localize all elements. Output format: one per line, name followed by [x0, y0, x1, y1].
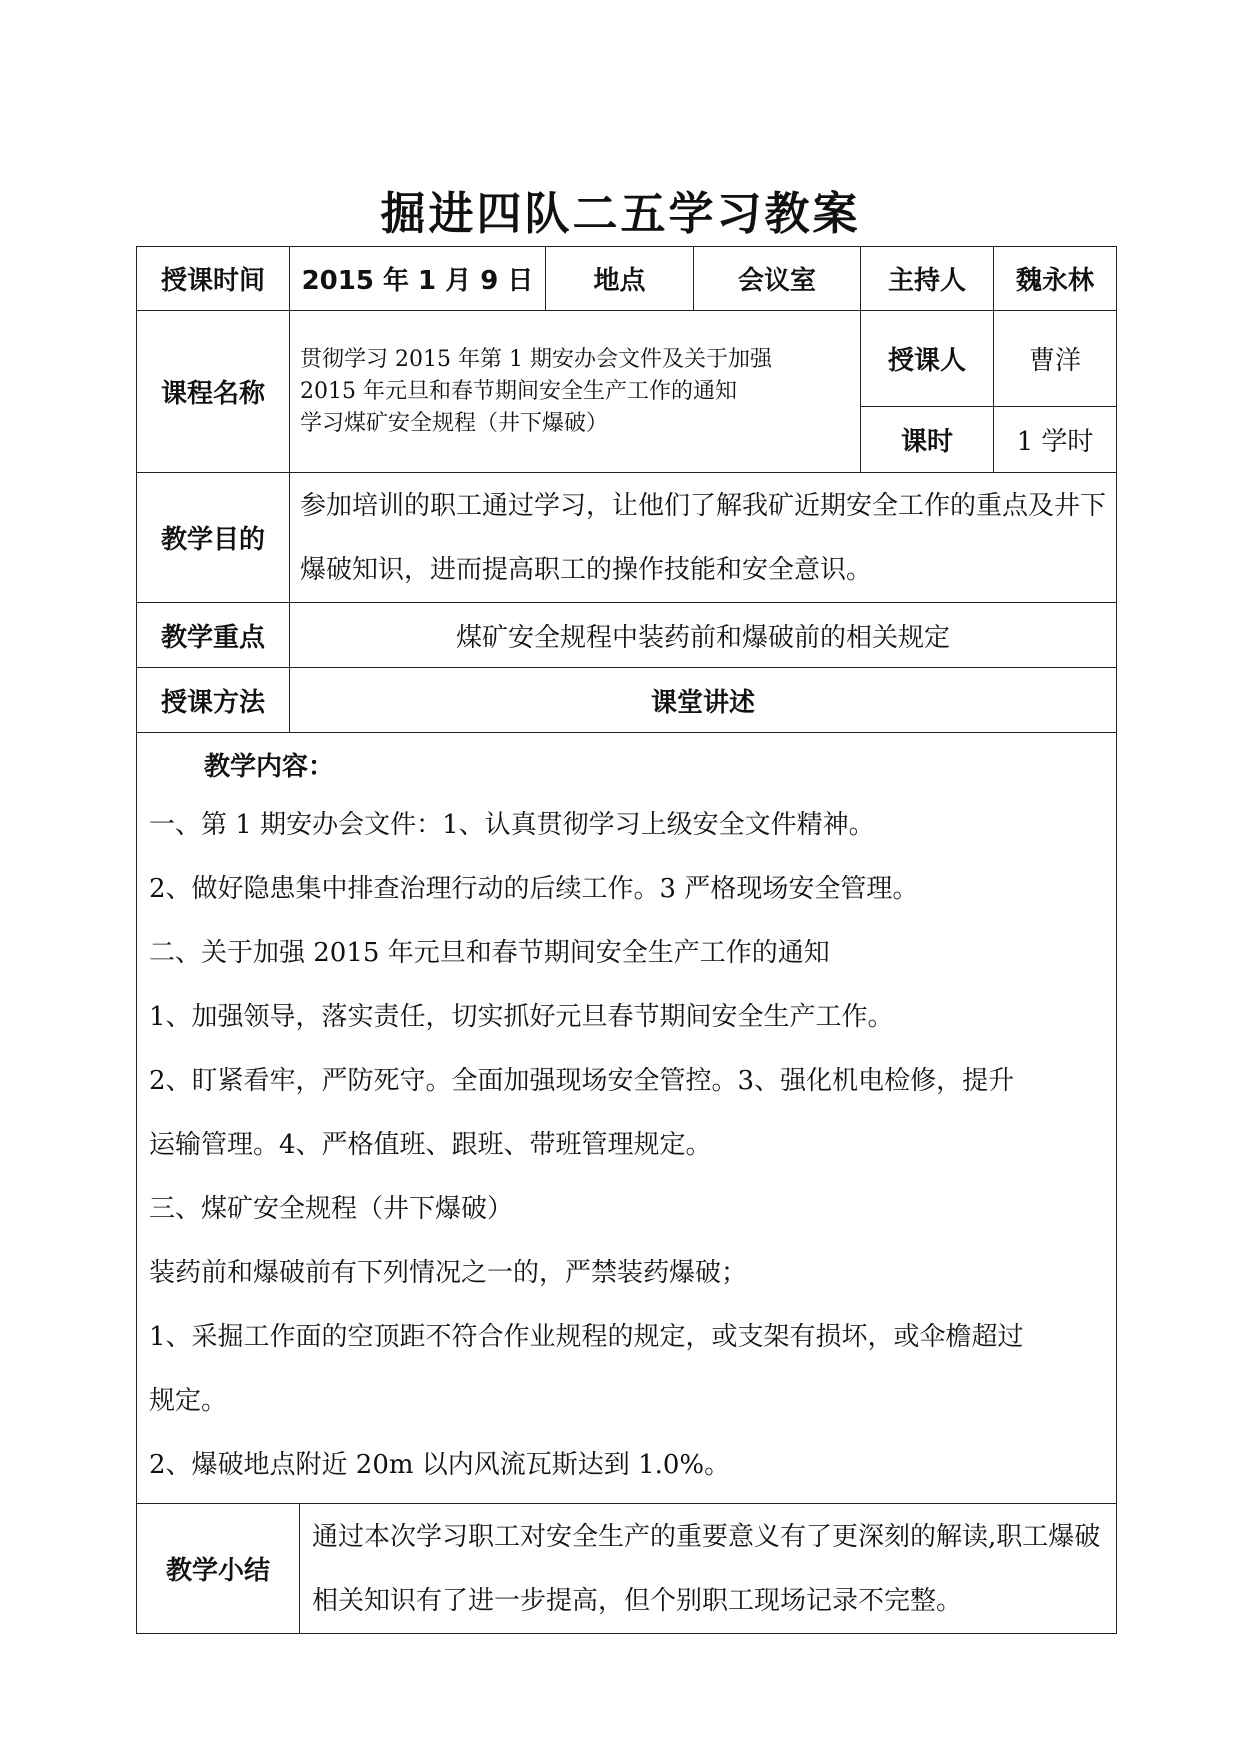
content-line: 规定。 [149, 1386, 228, 1416]
teaching-content-cell [137, 733, 1117, 1504]
lesson-plan-table [136, 246, 1117, 1634]
course-label: 课程名称 [137, 311, 290, 473]
course-name-cell [290, 311, 861, 473]
summary-row [137, 1504, 1117, 1634]
place-value: 会议室 [694, 247, 861, 311]
course-row [137, 311, 1117, 407]
content-line: 2、盯紧看牢，严防死守。全面加强现场安全管控。3、强化机电检修，提升 [149, 1066, 1015, 1096]
course-line: 2015 年元旦和春节期间安全生产工作的通知 [300, 378, 737, 404]
objective-text: 参加培训的职工通过学习，让他们了解我矿近期安全工作的重点及井下爆破知识，进而提高职工的操作技能和安全意识。 [290, 473, 1117, 603]
focus-label: 教学重点 [137, 603, 290, 668]
focus-row [137, 603, 1117, 668]
method-label: 授课方法 [137, 668, 290, 733]
content-line: 二、关于加强 2015 年元旦和春节期间安全生产工作的通知 [149, 938, 830, 968]
content-line: 装药前和爆破前有下列情况之一的，严禁装药爆破； [149, 1258, 748, 1288]
focus-text: 煤矿安全规程中装药前和爆破前的相关规定 [290, 603, 1117, 668]
hours-label: 课时 [861, 407, 994, 473]
course-line: 学习煤矿安全规程（井下爆破） [300, 410, 609, 436]
course-line: 贯彻学习 2015 年第 1 期安办会文件及关于加强 [300, 346, 772, 372]
content-line: 三、煤矿安全规程（井下爆破） [149, 1194, 514, 1224]
lecturer-label: 授课人 [861, 311, 994, 407]
content-line: 2、爆破地点附近 20m 以内风流瓦斯达到 1.0%。 [149, 1450, 731, 1480]
host-value: 魏永林 [994, 247, 1117, 311]
content-line: 一、第 1 期安办会文件：1、认真贯彻学习上级安全文件精神。 [149, 810, 875, 840]
content-line: 1、加强领导，落实责任，切实抓好元旦春节期间安全生产工作。 [149, 1002, 894, 1032]
place-label: 地点 [546, 247, 694, 311]
host-label: 主持人 [861, 247, 994, 311]
summary-text: 通过本次学习职工对安全生产的重要意义有了更深刻的解读,职工爆破相关知识有了进一步提高，但个别职工现场记录不完整。 [300, 1504, 1117, 1634]
objective-label: 教学目的 [137, 473, 290, 603]
content-line: 2、做好隐患集中排查治理行动的后续工作。3 严格现场安全管理。 [149, 874, 919, 904]
lecturer-value: 曹洋 [994, 311, 1117, 407]
method-row [137, 668, 1117, 733]
content-row [137, 733, 1117, 1504]
header-row [137, 247, 1117, 311]
hours-value: 1 学时 [994, 407, 1117, 473]
method-text: 课堂讲述 [290, 668, 1117, 733]
content-line: 运输管理。4、严格值班、跟班、带班管理规定。 [149, 1130, 712, 1160]
content-line: 1、采掘工作面的空顶距不符合作业规程的规定，或支架有损坏，或伞檐超过 [149, 1322, 1024, 1352]
summary-label: 教学小结 [137, 1504, 300, 1634]
time-label: 授课时间 [137, 247, 290, 311]
time-value: 2015 年 1 月 9 日 [290, 247, 546, 311]
document-title: 掘进四队二五学习教案 [380, 187, 861, 240]
objective-row [137, 473, 1117, 603]
content-heading: 教学内容： [204, 752, 335, 782]
